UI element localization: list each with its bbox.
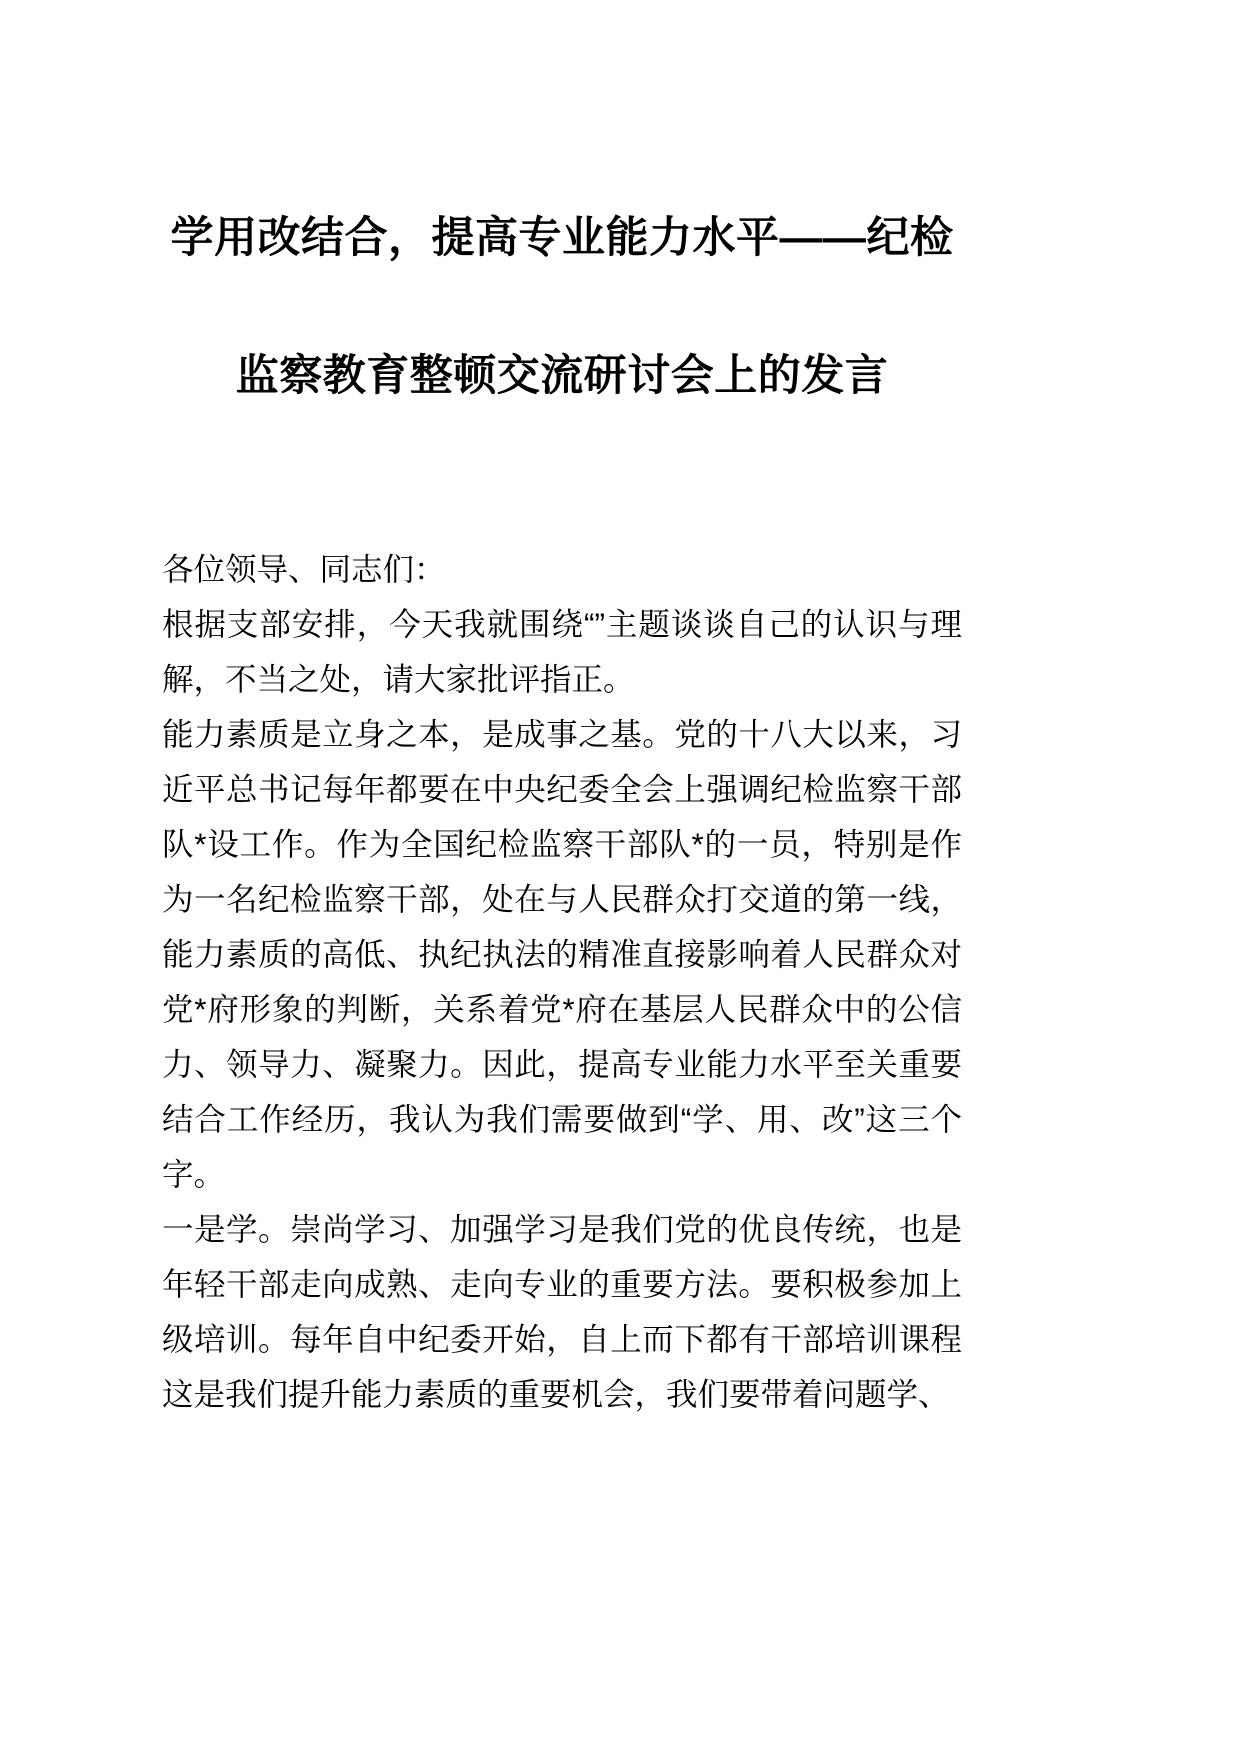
page-title-line-2: 监察教育整顿交流研讨会上的发言 bbox=[235, 352, 889, 400]
document-body bbox=[162, 446, 962, 1422]
page-title bbox=[162, 0, 962, 446]
paragraph-salutation: 各位领导、同志们： bbox=[162, 551, 446, 587]
page-title-line-1: 学用改结合，提高专业能力水平——纪检 bbox=[170, 214, 954, 262]
paragraph-point-one-study: 一是学。崇尚学习、加强学习是我们党的优良传统，也是年轻干部走向成熟、走向专业的重要方法。要积极参加上级培训。每年自中纪委开始，自上而下都有干部培训课程这是我们提升能力素质的重要机会，我们要带着问题学、 bbox=[162, 1211, 962, 1412]
paragraph-introduction: 根据支部安排，今天我就围绕“”主题谈谈自己的认识与理解，不当之处，请大家批评指正。 bbox=[162, 606, 962, 697]
document-content-column bbox=[162, 0, 962, 1422]
paragraph-competence-foundation: 能力素质是立身之本，是成事之基。党的十八大以来，习近平总书记每年都要在中央纪委全会上强调纪检监察干部队*设工作。作为全国纪检监察干部队*的一员，特别是作为一名纪检监察干部，处在与人民群众打交道的第一线，能力素质的高低、执纪执法的精准直接影响着人民群众对党*府形象的判断，关系着党*府在基层人民群众中的公信力、领导力、凝聚力。因此，提高专业能力水平至关重要结合工作经历，我认为我们需要做到“学、用、改”这三个字。 bbox=[162, 716, 962, 1192]
